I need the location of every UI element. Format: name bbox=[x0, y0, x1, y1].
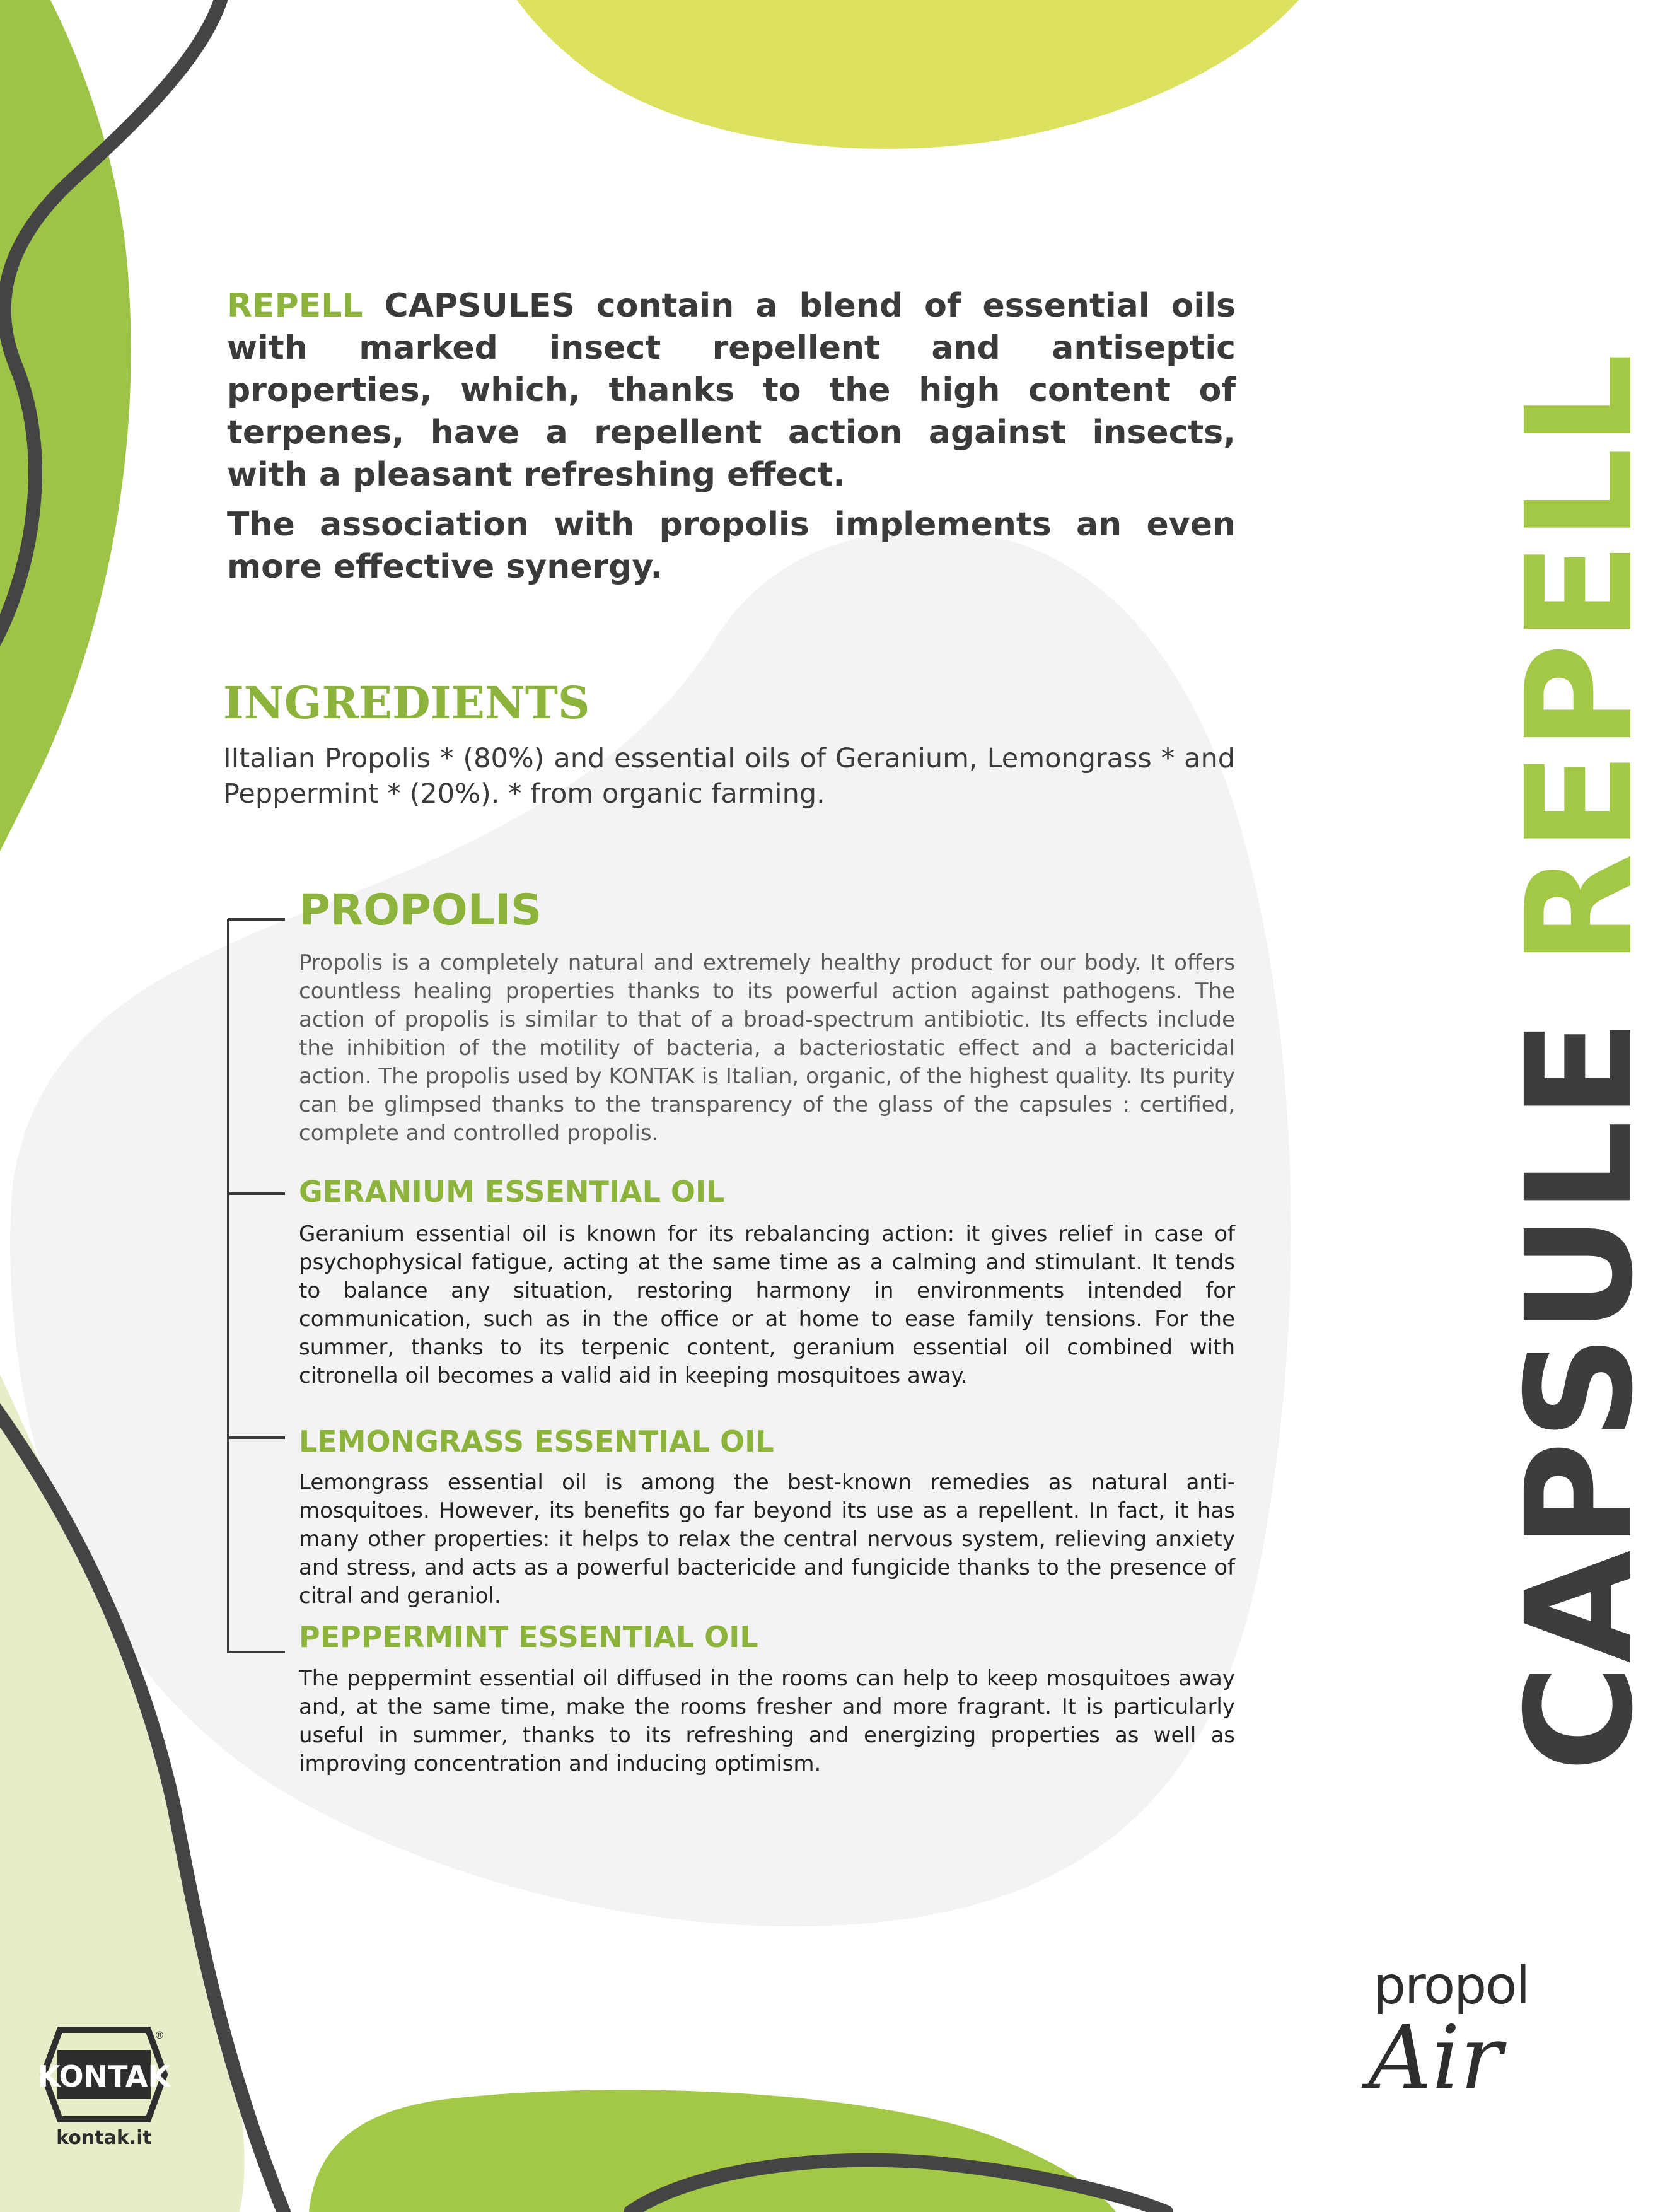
peppermint-body: The peppermint essential oil diffused in the rooms can help to keep mosquitoes away and, at the same time, make the rooms fresher and more fragrant. It is particularly useful in summer, thanks to its refreshing and energizing properties as well as improving concentration and inducing optimism. bbox=[299, 1666, 1235, 1776]
ingredients-text: IItalian Propolis * (80%) and essential oils of Geranium, Lemongrass * and Peppermint * (20%). * from organic farming. bbox=[223, 743, 1235, 810]
ingredients-title: INGREDIENTS bbox=[223, 677, 590, 729]
side-title-word-1: CAPSULE bbox=[1495, 1018, 1665, 1772]
top-yellow-blob bbox=[517, 0, 1299, 149]
side-title-word-2: REPELL bbox=[1495, 352, 1665, 966]
registered-mark: ® bbox=[154, 2029, 165, 2041]
peppermint-title: PEPPERMINT ESSENTIAL OIL bbox=[299, 1620, 758, 1654]
left-green-shape bbox=[0, 0, 131, 851]
intro-paragraph-1 bbox=[227, 285, 1236, 496]
intro-text bbox=[227, 285, 1236, 588]
intro-brand: REPELL bbox=[227, 287, 363, 325]
kontak-logo[interactable] bbox=[35, 2027, 173, 2149]
geranium-body: Geranium essential oil is known for its rebalancing action: it gives relief in case of psychophysical fatigue, acting at the same time as a calming and stimulant. It tends to balance any situation, restoring harmony in environments intended for communication, such as in the office or at home to ease family tensions. For the summer, thanks to its terpenic content, geranium essential oil combined with citronella oil becomes a valid aid in keeping mosquitoes away. bbox=[299, 1221, 1235, 1388]
geranium-title: GERANIUM ESSENTIAL OIL bbox=[299, 1175, 725, 1209]
kontak-wordmark: KONTAK bbox=[37, 2059, 171, 2093]
kontak-logo-icon bbox=[37, 2027, 171, 2122]
lemongrass-body: Lemongrass essential oil is among the best-known remedies as natural anti-mosquitoes. However, its benefits go far beyond its use as a repellent. In fact, it has many other properties: it helps to relax the central nervous system, relieving anxiety and stress, and acts as a powerful bactericide and fungicide thanks to the presence of citral and geraniol. bbox=[299, 1470, 1235, 1609]
propol-air-script: Air bbox=[1368, 2007, 1502, 2110]
intro-paragraph-1-text: CAPSULES contain a blend of essential oils with marked insect repellent and antiseptic properties, which, thanks to the high content of terpenes, have a repellent action against insects, with a pleasant refreshing effect. bbox=[227, 287, 1236, 494]
propolis-body: Propolis is a completely natural and extremely healthy product for our body. It offers countless healing properties thanks to its powerful action against pathogens. The action of propolis is similar to that of a broad-spectrum antibiotic. Its effects include the inhibition of the motility of bacteria, a bacteriostatic effect and a bactericidal action. The propolis used by KONTAK is Italian, organic, of the highest quality. Its purity can be glimpsed thanks to the transparency of the glass of the capsules : certified, complete and controlled propolis. bbox=[299, 950, 1235, 1146]
propol-air-logo bbox=[1355, 1955, 1545, 2119]
intro-paragraph-2: The association with propolis implements an even more effective synergy. bbox=[227, 506, 1236, 586]
propolis-title: PROPOLIS bbox=[299, 885, 542, 935]
kontak-url[interactable]: kontak.it bbox=[56, 2127, 152, 2149]
side-title bbox=[1495, 352, 1665, 1772]
lemongrass-title: LEMONGRASS ESSENTIAL OIL bbox=[299, 1424, 774, 1458]
bottom-green-blob bbox=[309, 2090, 1116, 2212]
propol-word: propol bbox=[1373, 1956, 1529, 2016]
